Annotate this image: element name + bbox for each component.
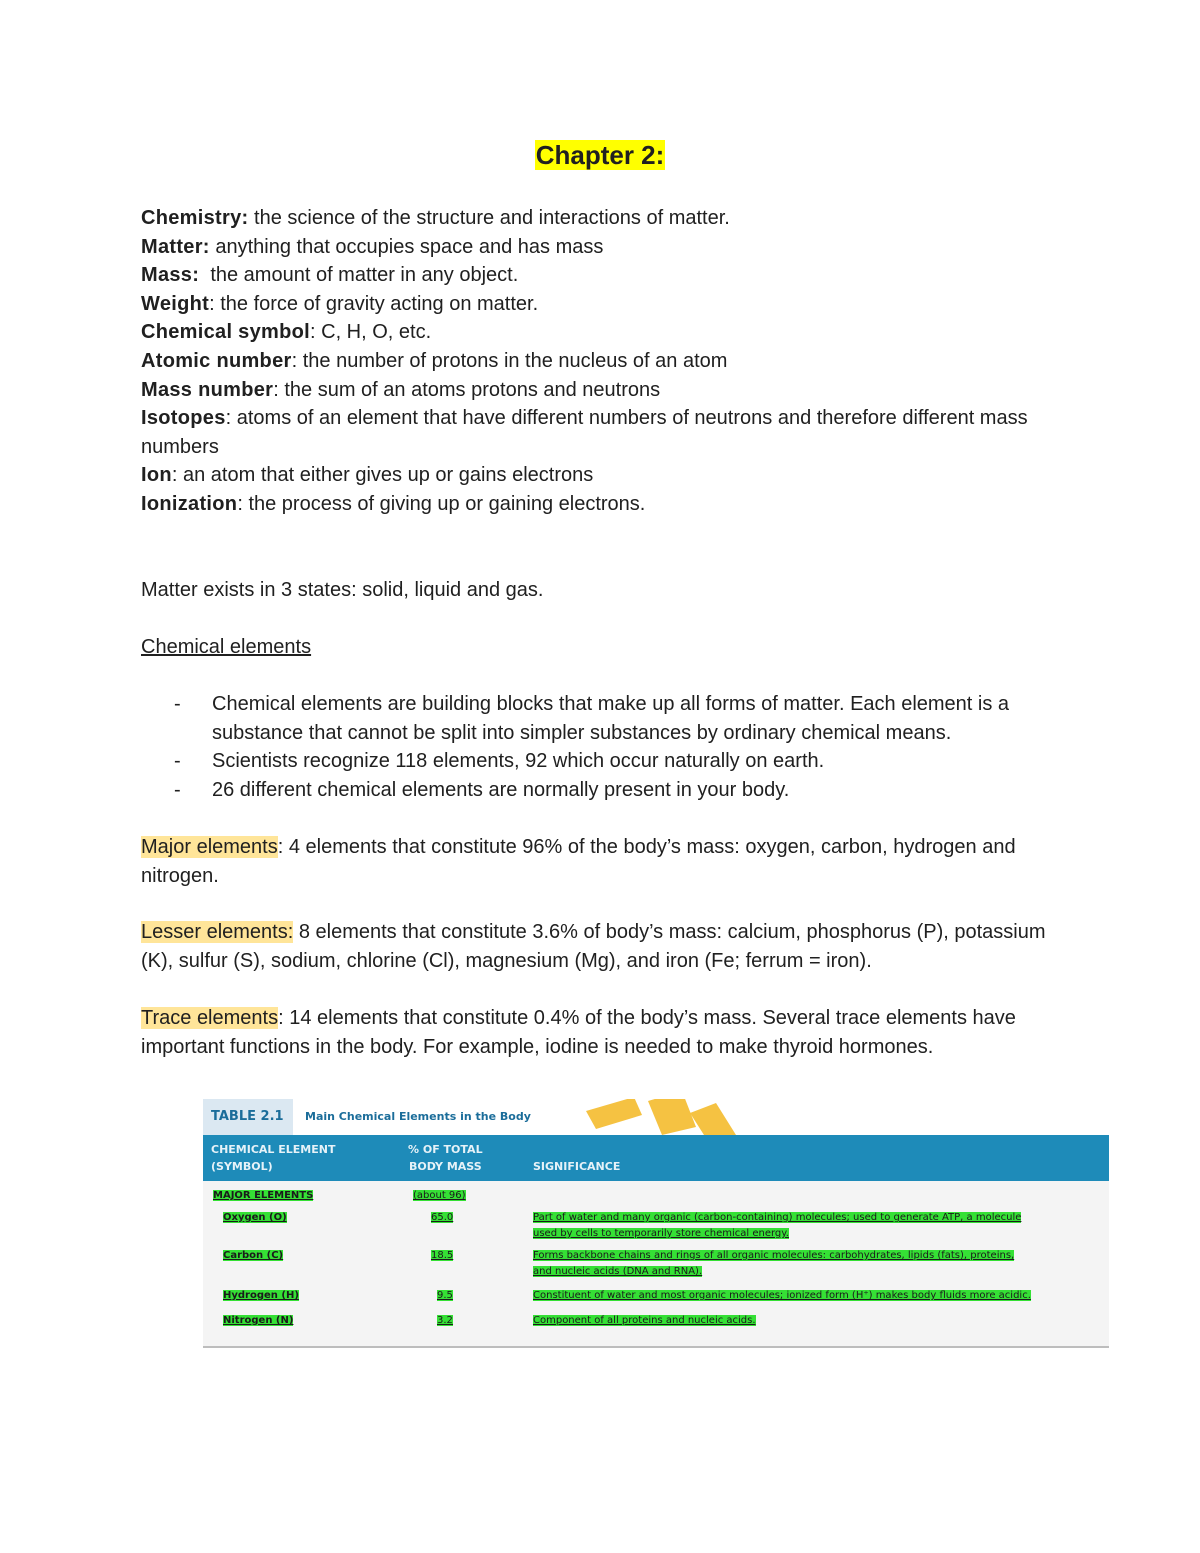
major-elements-label: Major elements	[141, 836, 278, 858]
definition-row	[141, 490, 1059, 519]
definition-text: : the process of giving up or gaining electrons.	[237, 492, 646, 515]
definition-row	[141, 461, 1059, 490]
definition-row	[141, 233, 1059, 262]
table-row-mass: 3.2	[437, 1315, 453, 1326]
trace-elements-paragraph: Trace elements: 14 elements that constitute 0.4% of the body’s mass. Several trace elements have important functions in the body. For example, iodine is needed to make thyroid hormones.	[141, 1007, 1016, 1058]
lesser-elements-label: Lesser elements:	[141, 921, 294, 943]
definition-term: Mass number	[141, 378, 274, 401]
list-item: - Scientists recognize 118 elements, 92 which occur naturally on earth.	[141, 747, 1059, 776]
table-row-mass: 9.5	[437, 1290, 453, 1301]
table-header-row	[203, 1135, 1109, 1181]
definition-text: : C, H, O, etc.	[310, 321, 432, 344]
table-row-significance: Forms backbone chains and rings of all organic molecules: carbohydrates, lipids (fats), proteins, and nucleic acids (DNA and RNA).	[533, 1250, 1015, 1277]
definition-row	[141, 261, 1059, 290]
definition-term: Matter:	[141, 235, 210, 258]
definitions-list	[141, 204, 1059, 519]
elements-bullet-list	[141, 690, 1059, 804]
definition-row	[141, 376, 1059, 405]
table-row-element: Carbon (C)	[223, 1250, 284, 1261]
col-element-header: CHEMICAL ELEMENT (SYMBOL)	[211, 1143, 336, 1173]
definition-term: Mass:	[141, 264, 200, 287]
definition-text: : the sum of an atoms protons and neutrons	[273, 378, 661, 401]
table-label: TABLE 2.1	[203, 1099, 293, 1135]
table-row-mass: 18.5	[431, 1250, 454, 1261]
table-row-element: Hydrogen (H)	[223, 1290, 299, 1301]
list-item: - Chemical elements are building blocks that make up all forms of matter. Each element is a substance that cannot be split into simpler substances by ordinary chemical means.	[141, 690, 1059, 747]
definition-term: Ion	[141, 464, 172, 487]
definition-term: Atomic number	[141, 349, 292, 372]
col-significance-header: SIGNIFICANCE	[533, 1160, 621, 1173]
group-mass: (about 96)	[413, 1190, 466, 1201]
states-paragraph: Matter exists in 3 states: solid, liquid and gas.	[141, 579, 544, 601]
col-mass-header: % OF TOTAL BODY MASS	[408, 1143, 483, 1173]
definition-row	[141, 404, 1059, 461]
definition-text: : atoms of an element that have different numbers of neutrons and therefore different mass numbers	[141, 407, 1028, 458]
lesser-elements-paragraph: Lesser elements: 8 elements that constitute 3.6% of body’s mass: calcium, phosphorus (P), potassium (K), sulfur (S), sodium, chlorine (Cl), magnesium (Mg), and iron (Fe; ferrum = iron).	[141, 921, 1046, 972]
table-row-element: Oxygen (O)	[223, 1212, 287, 1223]
definition-row	[141, 347, 1059, 376]
table-title-bar	[203, 1099, 1109, 1135]
definition-row	[141, 204, 1059, 233]
definition-text: : an atom that either gives up or gains electrons	[171, 464, 594, 487]
decorative-stripes	[586, 1099, 736, 1135]
definition-text: : the force of gravity acting on matter.	[209, 292, 539, 315]
bullet-dash: -	[174, 750, 181, 773]
group-label: MAJOR ELEMENTS	[213, 1190, 314, 1201]
table-row-significance: Constituent of water and most organic molecules; ionized form (H⁺) makes body fluids more acidic.	[533, 1290, 1031, 1301]
bullet-dash: -	[174, 778, 181, 801]
definition-text: the amount of matter in any object.	[199, 264, 519, 287]
definition-text: the science of the structure and interactions of matter.	[248, 207, 730, 229]
major-elements-paragraph: Major elements: 4 elements that constitute 96% of the body’s mass: oxygen, carbon, hydrogen and nitrogen.	[141, 836, 1016, 887]
definition-text: : the number of protons in the nucleus of an atom	[291, 349, 728, 372]
definition-term: Chemical symbol	[141, 321, 311, 344]
definition-row	[141, 318, 1059, 347]
bullet-dash: -	[174, 693, 181, 715]
table-row-significance: Component of all proteins and nucleic acids.	[533, 1315, 756, 1326]
definition-row	[141, 290, 1059, 319]
definition-text: anything that occupies space and has mass	[209, 235, 604, 258]
table-caption: Main Chemical Elements in the Body	[305, 1110, 531, 1123]
table-divider	[203, 1346, 1109, 1348]
definition-term: Isotopes	[141, 407, 226, 430]
table-row-element: Nitrogen (N)	[223, 1315, 294, 1326]
table-row-significance: Part of water and many organic (carbon-containing) molecules; used to generate ATP, a molecule used by cells to temporarily store chemical energy.	[533, 1212, 1022, 1239]
definition-term: Chemistry:	[141, 207, 249, 229]
definition-term: Ionization	[141, 492, 238, 515]
trace-elements-label: Trace elements	[141, 1007, 279, 1029]
table-body	[203, 1181, 1109, 1346]
definition-term: Weight	[141, 292, 210, 315]
list-item: - 26 different chemical elements are normally present in your body.	[141, 776, 1059, 805]
chapter-title: Chapter 2:	[535, 140, 665, 170]
chemical-elements-heading: Chemical elements	[141, 636, 312, 658]
table-row-mass: 65.0	[431, 1212, 454, 1223]
elements-table-image	[203, 1099, 1109, 1351]
